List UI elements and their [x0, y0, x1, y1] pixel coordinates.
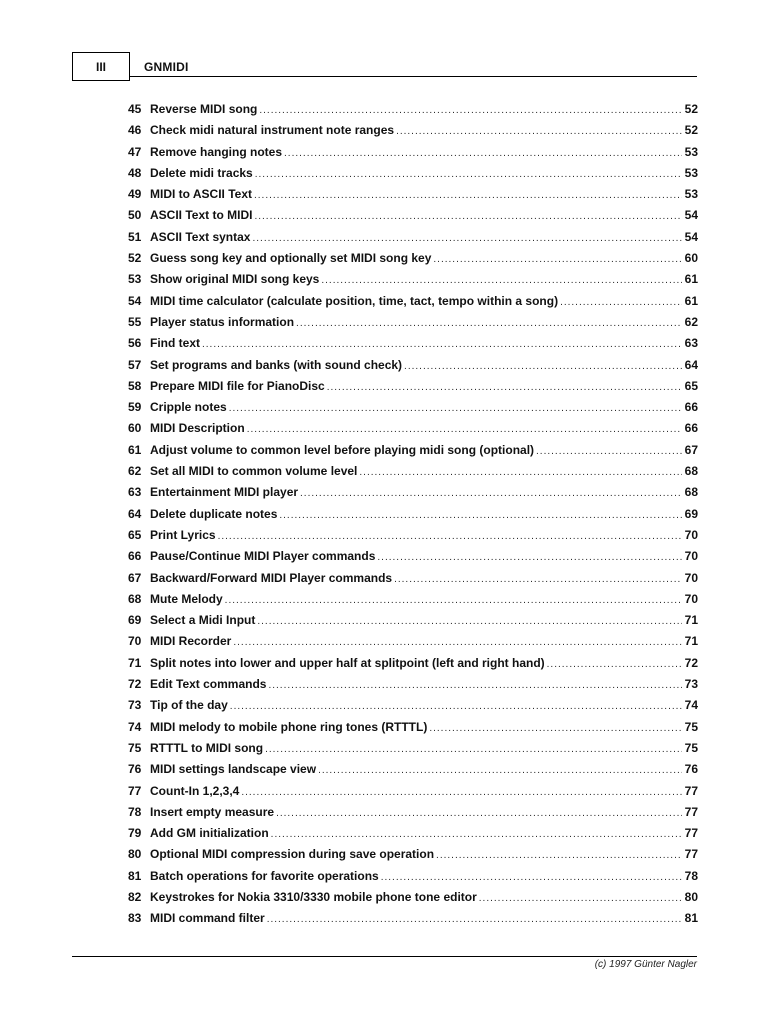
toc-entry-title[interactable]: Add GM initialization: [150, 826, 269, 841]
toc-dot-leader: [394, 569, 682, 590]
toc-entry[interactable]: [120, 610, 698, 631]
toc-entry-title[interactable]: Backward/Forward MIDI Player commands: [150, 570, 393, 585]
toc-entry-title[interactable]: Mute Melody: [150, 591, 223, 606]
toc-entry-title[interactable]: Delete duplicate notes: [150, 506, 278, 521]
toc-entry[interactable]: [120, 525, 698, 546]
document-title: GNMIDI: [144, 60, 189, 74]
toc-dot-leader: [268, 675, 681, 696]
toc-entry-title[interactable]: MIDI melody to mobile phone ring tones (RTTTL): [150, 719, 428, 734]
toc-entry[interactable]: [120, 461, 698, 482]
toc-entry[interactable]: [120, 802, 698, 823]
toc-entry-title[interactable]: MIDI to ASCII Text: [150, 187, 252, 202]
toc-entry[interactable]: [120, 333, 698, 354]
toc-dot-leader: [276, 803, 682, 824]
toc-entry-page[interactable]: 54: [684, 229, 698, 244]
toc-entry[interactable]: [120, 227, 698, 248]
toc-entry-number: 45: [128, 102, 142, 116]
toc-entry-title[interactable]: MIDI Recorder: [150, 634, 232, 649]
toc-entry-title[interactable]: MIDI Description: [150, 421, 245, 436]
toc-entry-number: 50: [128, 208, 142, 223]
toc-entry[interactable]: [120, 589, 698, 610]
toc-entry-number: 48: [128, 165, 142, 180]
toc-entry-page[interactable]: 71: [684, 634, 698, 649]
toc-entry-page[interactable]: 80: [684, 889, 698, 904]
toc-entry-number: 65: [128, 527, 142, 542]
toc-entry-number: 58: [128, 378, 142, 393]
toc-entry-page[interactable]: 77: [684, 847, 698, 862]
toc-entry-page[interactable]: 62: [684, 314, 698, 329]
toc-entry-page[interactable]: 81: [684, 911, 698, 926]
toc-entry[interactable]: [120, 184, 698, 205]
toc-dot-leader: [279, 505, 681, 526]
toc-entry-title[interactable]: Count-In 1,2,3,4: [150, 783, 240, 798]
toc-entry-title[interactable]: Reverse MIDI song: [150, 102, 258, 116]
toc-entry-page[interactable]: 75: [684, 719, 698, 734]
toc-entry-page[interactable]: 53: [684, 187, 698, 202]
toc-entry[interactable]: [120, 908, 698, 929]
toc-dot-leader: [433, 249, 681, 270]
toc-entry-number: 72: [128, 677, 142, 692]
toc-entry-number: 71: [128, 655, 142, 670]
toc-entry-number: 67: [128, 570, 142, 585]
toc-entry-number: 64: [128, 506, 142, 521]
toc-dot-leader: [479, 888, 682, 909]
toc-dot-leader: [404, 356, 682, 377]
toc-entry[interactable]: [120, 504, 698, 525]
toc-entry[interactable]: [120, 163, 698, 184]
toc-entry-page[interactable]: 70: [684, 549, 698, 564]
toc-entry[interactable]: [120, 355, 698, 376]
toc-entry[interactable]: [120, 781, 698, 802]
toc-entry-title[interactable]: MIDI time calculator (calculate position, time, tact, tempo within a song): [150, 293, 559, 308]
toc-entry-number: 49: [128, 187, 142, 202]
toc-entry[interactable]: [120, 695, 698, 716]
toc-entry[interactable]: [120, 631, 698, 652]
toc-entry-page[interactable]: 73: [684, 677, 698, 692]
toc-entry-title[interactable]: Delete midi tracks: [150, 165, 253, 180]
toc-dot-leader: [225, 590, 682, 611]
toc-entry-title[interactable]: Insert empty measure: [150, 804, 275, 819]
toc-entry-title[interactable]: Tip of the day: [150, 698, 228, 713]
toc-entry[interactable]: [120, 844, 698, 865]
toc-entry-page[interactable]: 66: [684, 400, 698, 415]
toc-entry-number: 59: [128, 400, 142, 415]
toc-dot-leader: [241, 782, 681, 803]
toc-entry-title[interactable]: Optional MIDI compression during save operation: [150, 847, 435, 862]
toc-entry[interactable]: [120, 759, 698, 780]
toc-entry-page[interactable]: 74: [684, 698, 698, 713]
toc-dot-leader: [321, 270, 681, 291]
toc-entry-page[interactable]: 76: [684, 762, 698, 777]
toc-entry-number: 56: [128, 336, 142, 351]
toc-entry-page[interactable]: 64: [684, 357, 698, 372]
toc-dot-leader: [267, 909, 682, 930]
toc-entry[interactable]: [120, 440, 698, 461]
toc-entry-number: 61: [128, 442, 142, 457]
toc-entry-title[interactable]: Prepare MIDI file for PianoDisc: [150, 378, 325, 393]
toc-dot-leader: [254, 206, 681, 227]
toc-entry-number: 51: [128, 229, 142, 244]
toc-entry-number: 83: [128, 911, 142, 926]
toc-entry-number: 69: [128, 613, 142, 628]
toc-entry-number: 60: [128, 421, 142, 436]
toc-dot-leader: [259, 100, 681, 121]
toc-entry-page[interactable]: 61: [684, 272, 698, 287]
toc-entry-page[interactable]: 52: [684, 123, 698, 138]
toc-entry[interactable]: [120, 717, 698, 738]
toc-entry-page[interactable]: 71: [684, 613, 698, 628]
toc-entry-title[interactable]: Guess song key and optionally set MIDI song key: [150, 251, 432, 266]
toc-dot-leader: [284, 143, 682, 164]
toc-entry[interactable]: [120, 269, 698, 290]
toc-entry[interactable]: [120, 205, 698, 226]
toc-entry-number: 81: [128, 868, 142, 883]
toc-entry-title[interactable]: Adjust volume to common level before playing midi song (optional): [150, 442, 535, 457]
toc-entry-title[interactable]: Set programs and banks (with sound check): [150, 357, 403, 372]
toc-dot-leader: [560, 292, 682, 313]
toc-entry-number: 78: [128, 804, 142, 819]
toc-dot-leader: [247, 419, 682, 440]
toc-entry-page[interactable]: 53: [684, 165, 698, 180]
toc-entry-title[interactable]: Entertainment MIDI player: [150, 485, 299, 500]
toc-entry[interactable]: [120, 482, 698, 503]
toc-dot-leader: [547, 654, 682, 675]
toc-entry-title[interactable]: Find text: [150, 336, 200, 351]
toc-entry[interactable]: [120, 312, 698, 333]
toc-entry-number: 76: [128, 762, 142, 777]
toc-entry[interactable]: [120, 376, 698, 397]
toc-entry-number: 47: [128, 144, 142, 159]
toc-dot-leader: [429, 718, 681, 739]
toc-entry-title[interactable]: Print Lyrics: [150, 527, 216, 542]
toc-entry-page[interactable]: 61: [684, 293, 698, 308]
toc-dot-leader: [233, 632, 681, 653]
toc-dot-leader: [377, 547, 681, 568]
toc-entry-title[interactable]: MIDI command filter: [150, 911, 265, 926]
toc-entry-title[interactable]: ASCII Text to MIDI: [150, 208, 253, 223]
toc-entry-page[interactable]: 53: [684, 144, 698, 159]
toc-entry[interactable]: [120, 397, 698, 418]
toc-entry[interactable]: [120, 823, 698, 844]
toc-entry-page[interactable]: 67: [684, 442, 698, 457]
toc-entry[interactable]: [120, 674, 698, 695]
toc-entry-number: 79: [128, 826, 142, 841]
toc-entry-page[interactable]: 52: [684, 102, 698, 116]
toc-entry-number: 80: [128, 847, 142, 862]
toc-dot-leader: [230, 696, 682, 717]
toc-entry-title[interactable]: ASCII Text syntax: [150, 229, 251, 244]
toc-entry-number: 70: [128, 634, 142, 649]
toc-entry-number: 46: [128, 123, 142, 138]
toc-entry-number: 52: [128, 251, 142, 266]
toc-entry-number: 77: [128, 783, 142, 798]
toc-dot-leader: [257, 611, 681, 632]
page-header: [72, 52, 697, 78]
toc-entry-number: 82: [128, 889, 142, 904]
toc-entry[interactable]: [120, 248, 698, 269]
toc-dot-leader: [318, 760, 682, 781]
toc-dot-leader: [436, 845, 682, 866]
toc-dot-leader: [536, 441, 682, 462]
toc-entry-page[interactable]: 63: [684, 336, 698, 351]
toc-dot-leader: [265, 739, 682, 760]
toc-entry-title[interactable]: Select a Midi Input: [150, 613, 256, 628]
toc-entry[interactable]: [120, 653, 698, 674]
toc-entry-page[interactable]: 65: [684, 378, 698, 393]
toc-entry[interactable]: [120, 887, 698, 908]
toc-entry-page[interactable]: 75: [684, 740, 698, 755]
toc-entry-page[interactable]: 69: [684, 506, 698, 521]
toc-dot-leader: [202, 334, 682, 355]
toc-entry[interactable]: [120, 546, 698, 567]
toc-entry-title[interactable]: Split notes into lower and upper half at splitpoint (left and right hand): [150, 655, 545, 670]
toc-entry[interactable]: [120, 418, 698, 439]
toc-entry[interactable]: [120, 866, 698, 887]
toc-entry[interactable]: [120, 568, 698, 589]
toc-entry-page[interactable]: 77: [684, 783, 698, 798]
toc-entry-number: 62: [128, 464, 142, 479]
page-number-box: [72, 52, 130, 81]
toc-dot-leader: [229, 398, 682, 419]
toc-dot-leader: [300, 483, 682, 504]
toc-entry-title[interactable]: Pause/Continue MIDI Player commands: [150, 549, 376, 564]
toc-entry[interactable]: [120, 738, 698, 759]
toc-entry-page[interactable]: 68: [684, 485, 698, 500]
toc-entry-page[interactable]: 77: [684, 804, 698, 819]
toc-entry-title[interactable]: Set all MIDI to common volume level: [150, 464, 358, 479]
toc-entry-page[interactable]: 68: [684, 464, 698, 479]
toc-dot-leader: [271, 824, 682, 845]
toc-entry-page[interactable]: 70: [684, 527, 698, 542]
toc-dot-leader: [254, 185, 682, 206]
toc-entry[interactable]: [120, 99, 698, 120]
toc-entry-number: 68: [128, 591, 142, 606]
toc-entry-page[interactable]: 78: [684, 868, 698, 883]
toc-entry-page[interactable]: 77: [684, 826, 698, 841]
footer-rule: [72, 956, 697, 957]
toc-entry-title[interactable]: MIDI settings landscape view: [150, 762, 317, 777]
toc-entry-title[interactable]: Batch operations for favorite operations: [150, 868, 379, 883]
toc-entry-title[interactable]: Cripple notes: [150, 400, 227, 415]
toc-dot-leader: [296, 313, 682, 334]
toc-entry-number: 63: [128, 485, 142, 500]
toc-entry-title[interactable]: Check midi natural instrument note ranges: [150, 123, 395, 138]
toc-entry-number: 53: [128, 272, 142, 287]
toc-entry-number: 57: [128, 357, 142, 372]
toc-dot-leader: [359, 462, 681, 483]
toc-entry-title[interactable]: RTTTL to MIDI song: [150, 740, 264, 755]
toc-dot-leader: [327, 377, 682, 398]
toc-entry-title[interactable]: Show original MIDI song keys: [150, 272, 320, 287]
toc-dot-leader: [396, 121, 682, 142]
toc-entry-page[interactable]: 66: [684, 421, 698, 436]
header-rule: [130, 76, 697, 77]
table-of-contents: [120, 99, 698, 930]
toc-entry-number: 55: [128, 314, 142, 329]
toc-entry-page[interactable]: 72: [684, 655, 698, 670]
toc-entry-number: 73: [128, 698, 142, 713]
toc-entry[interactable]: [120, 291, 698, 312]
toc-entry-number: 75: [128, 740, 142, 755]
toc-entry-number: 74: [128, 719, 142, 734]
toc-entry-number: 66: [128, 549, 142, 564]
toc-entry-title[interactable]: Keystrokes for Nokia 3310/3330 mobile phone tone editor: [150, 889, 477, 904]
toc-entry[interactable]: [120, 120, 698, 141]
copyright-notice: (c) 1997 Günter Nagler: [594, 959, 697, 970]
toc-entry-number: 54: [128, 293, 142, 308]
toc-entry[interactable]: [120, 142, 698, 163]
toc-dot-leader: [381, 867, 682, 888]
toc-dot-leader: [252, 228, 681, 249]
toc-entry-title[interactable]: Remove hanging notes: [150, 144, 283, 159]
toc-entry-page[interactable]: 70: [684, 570, 698, 585]
toc-entry-title[interactable]: Edit Text commands: [150, 677, 267, 692]
toc-entry-page[interactable]: 70: [684, 591, 698, 606]
toc-dot-leader: [218, 526, 682, 547]
toc-entry-title[interactable]: Player status information: [150, 314, 295, 329]
page-number: III: [95, 59, 106, 74]
toc-entry-page[interactable]: 60: [684, 251, 698, 266]
toc-dot-leader: [255, 164, 682, 185]
toc-entry-page[interactable]: 54: [684, 208, 698, 223]
